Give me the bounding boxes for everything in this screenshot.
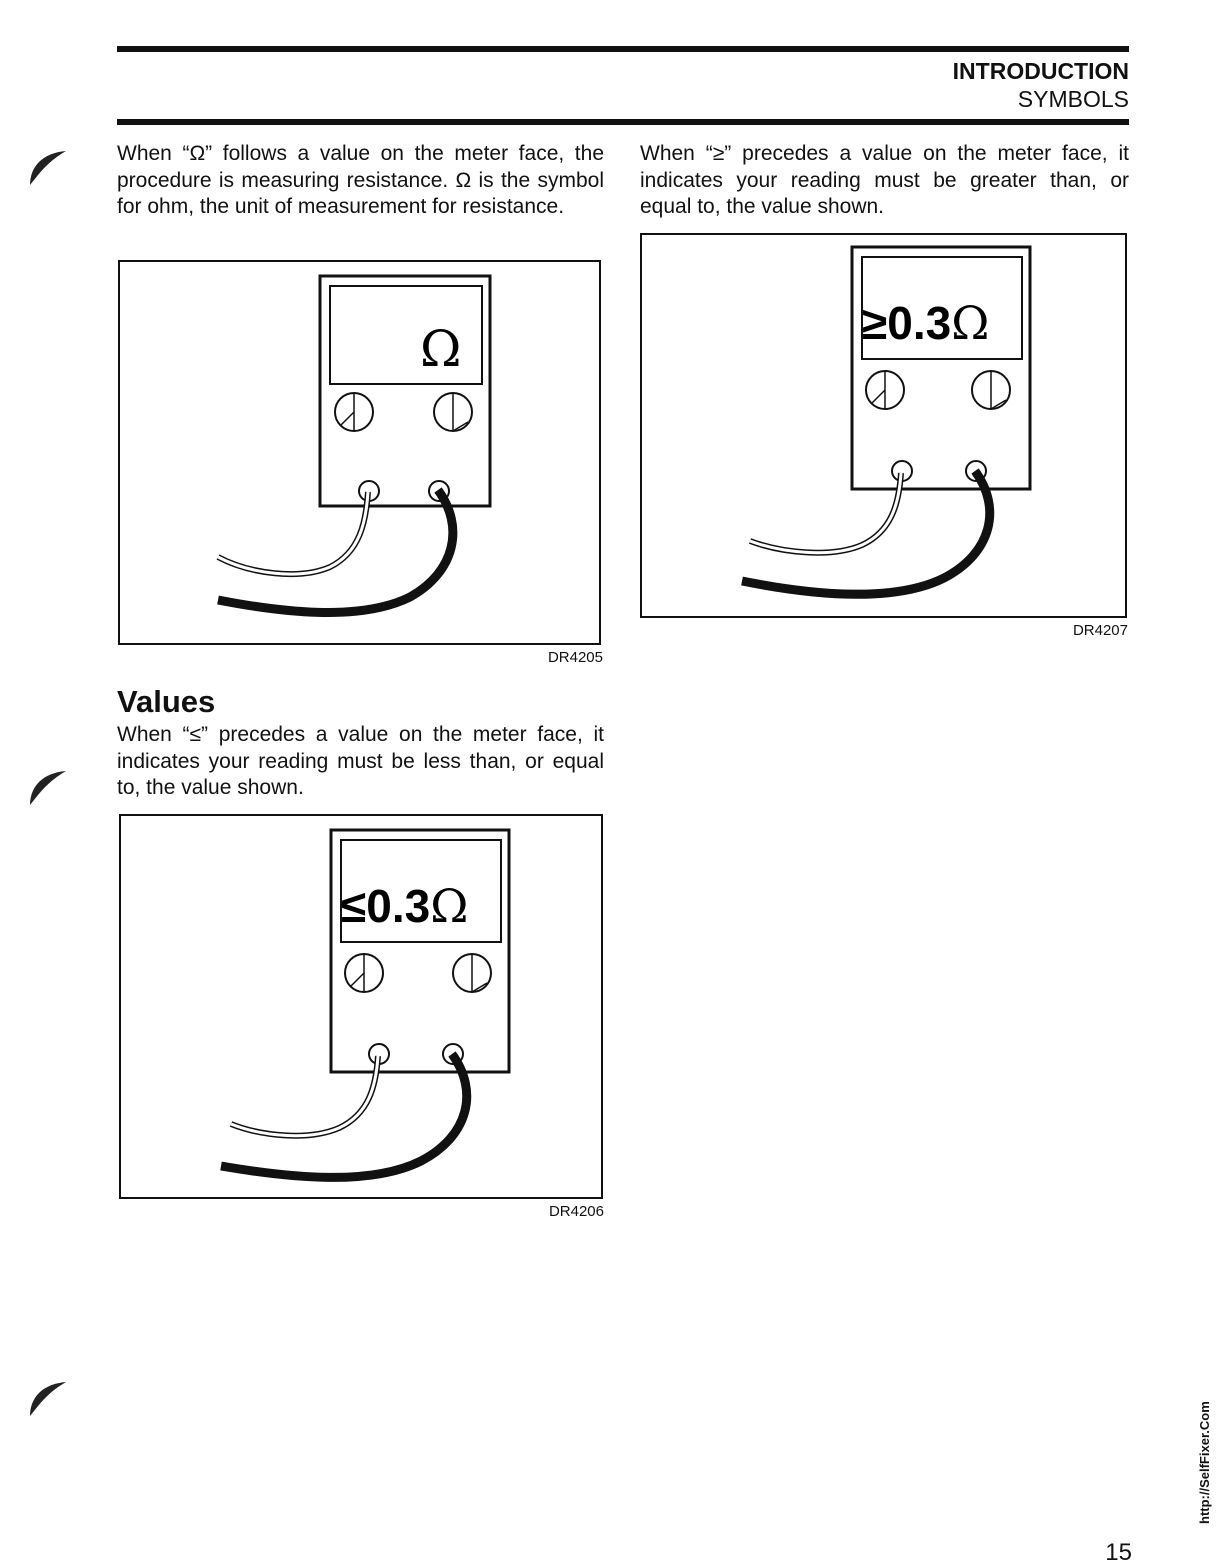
meter-display-value: 0.3 [366, 880, 431, 932]
figure-caption-dr4207: DR4207 [1072, 622, 1128, 639]
binder-hole-mark [26, 1376, 70, 1420]
figure-meter-less-equal [119, 814, 603, 1199]
meter-illustration [121, 816, 601, 1197]
meter-comparison-symbol: ≤ [341, 880, 367, 932]
section-title: INTRODUCTION [952, 58, 1129, 84]
page-number: 15 [1105, 1539, 1132, 1566]
meter-display-text: Ω [420, 320, 462, 378]
meter-illustration [642, 235, 1125, 616]
greater-than-paragraph: When “≥” precedes a value on the meter face, it indicates your reading must be greater than, or equal to, the value shown. [640, 142, 1129, 218]
header-bottom-rule [117, 119, 1129, 125]
header-top-rule [117, 46, 1129, 52]
meter-display-value: 0.3 [887, 297, 952, 349]
binder-hole-mark [26, 145, 70, 189]
meter-illustration [120, 262, 599, 643]
values-heading: Values [117, 684, 216, 719]
figure-meter-greater-equal [640, 233, 1127, 618]
figure-caption-dr4206: DR4206 [548, 1203, 604, 1220]
side-watermark-url: http://SelfFixer.Com [1197, 1401, 1212, 1524]
figure-caption-dr4205: DR4205 [547, 649, 603, 666]
meter-comparison-symbol: ≥ [862, 297, 888, 349]
meter-display-unit: Ω [951, 296, 990, 350]
svg-text:≤0.3Ω [341, 879, 468, 933]
less-than-paragraph: When “≤” precedes a value on the meter face, it indicates your reading must be less than, or equal to, the value shown. [117, 723, 604, 799]
meter-display-unit: Ω [430, 879, 469, 933]
figure-meter-ohm [118, 260, 601, 645]
subsection-title: SYMBOLS [1017, 86, 1129, 112]
binder-hole-mark [26, 765, 70, 809]
ohm-paragraph: When “Ω” follows a value on the meter face, the procedure is measuring resistance. Ω is the symbol for ohm, the unit of measurement for resistance. [117, 142, 604, 218]
svg-text:≥0.3Ω [862, 296, 989, 350]
